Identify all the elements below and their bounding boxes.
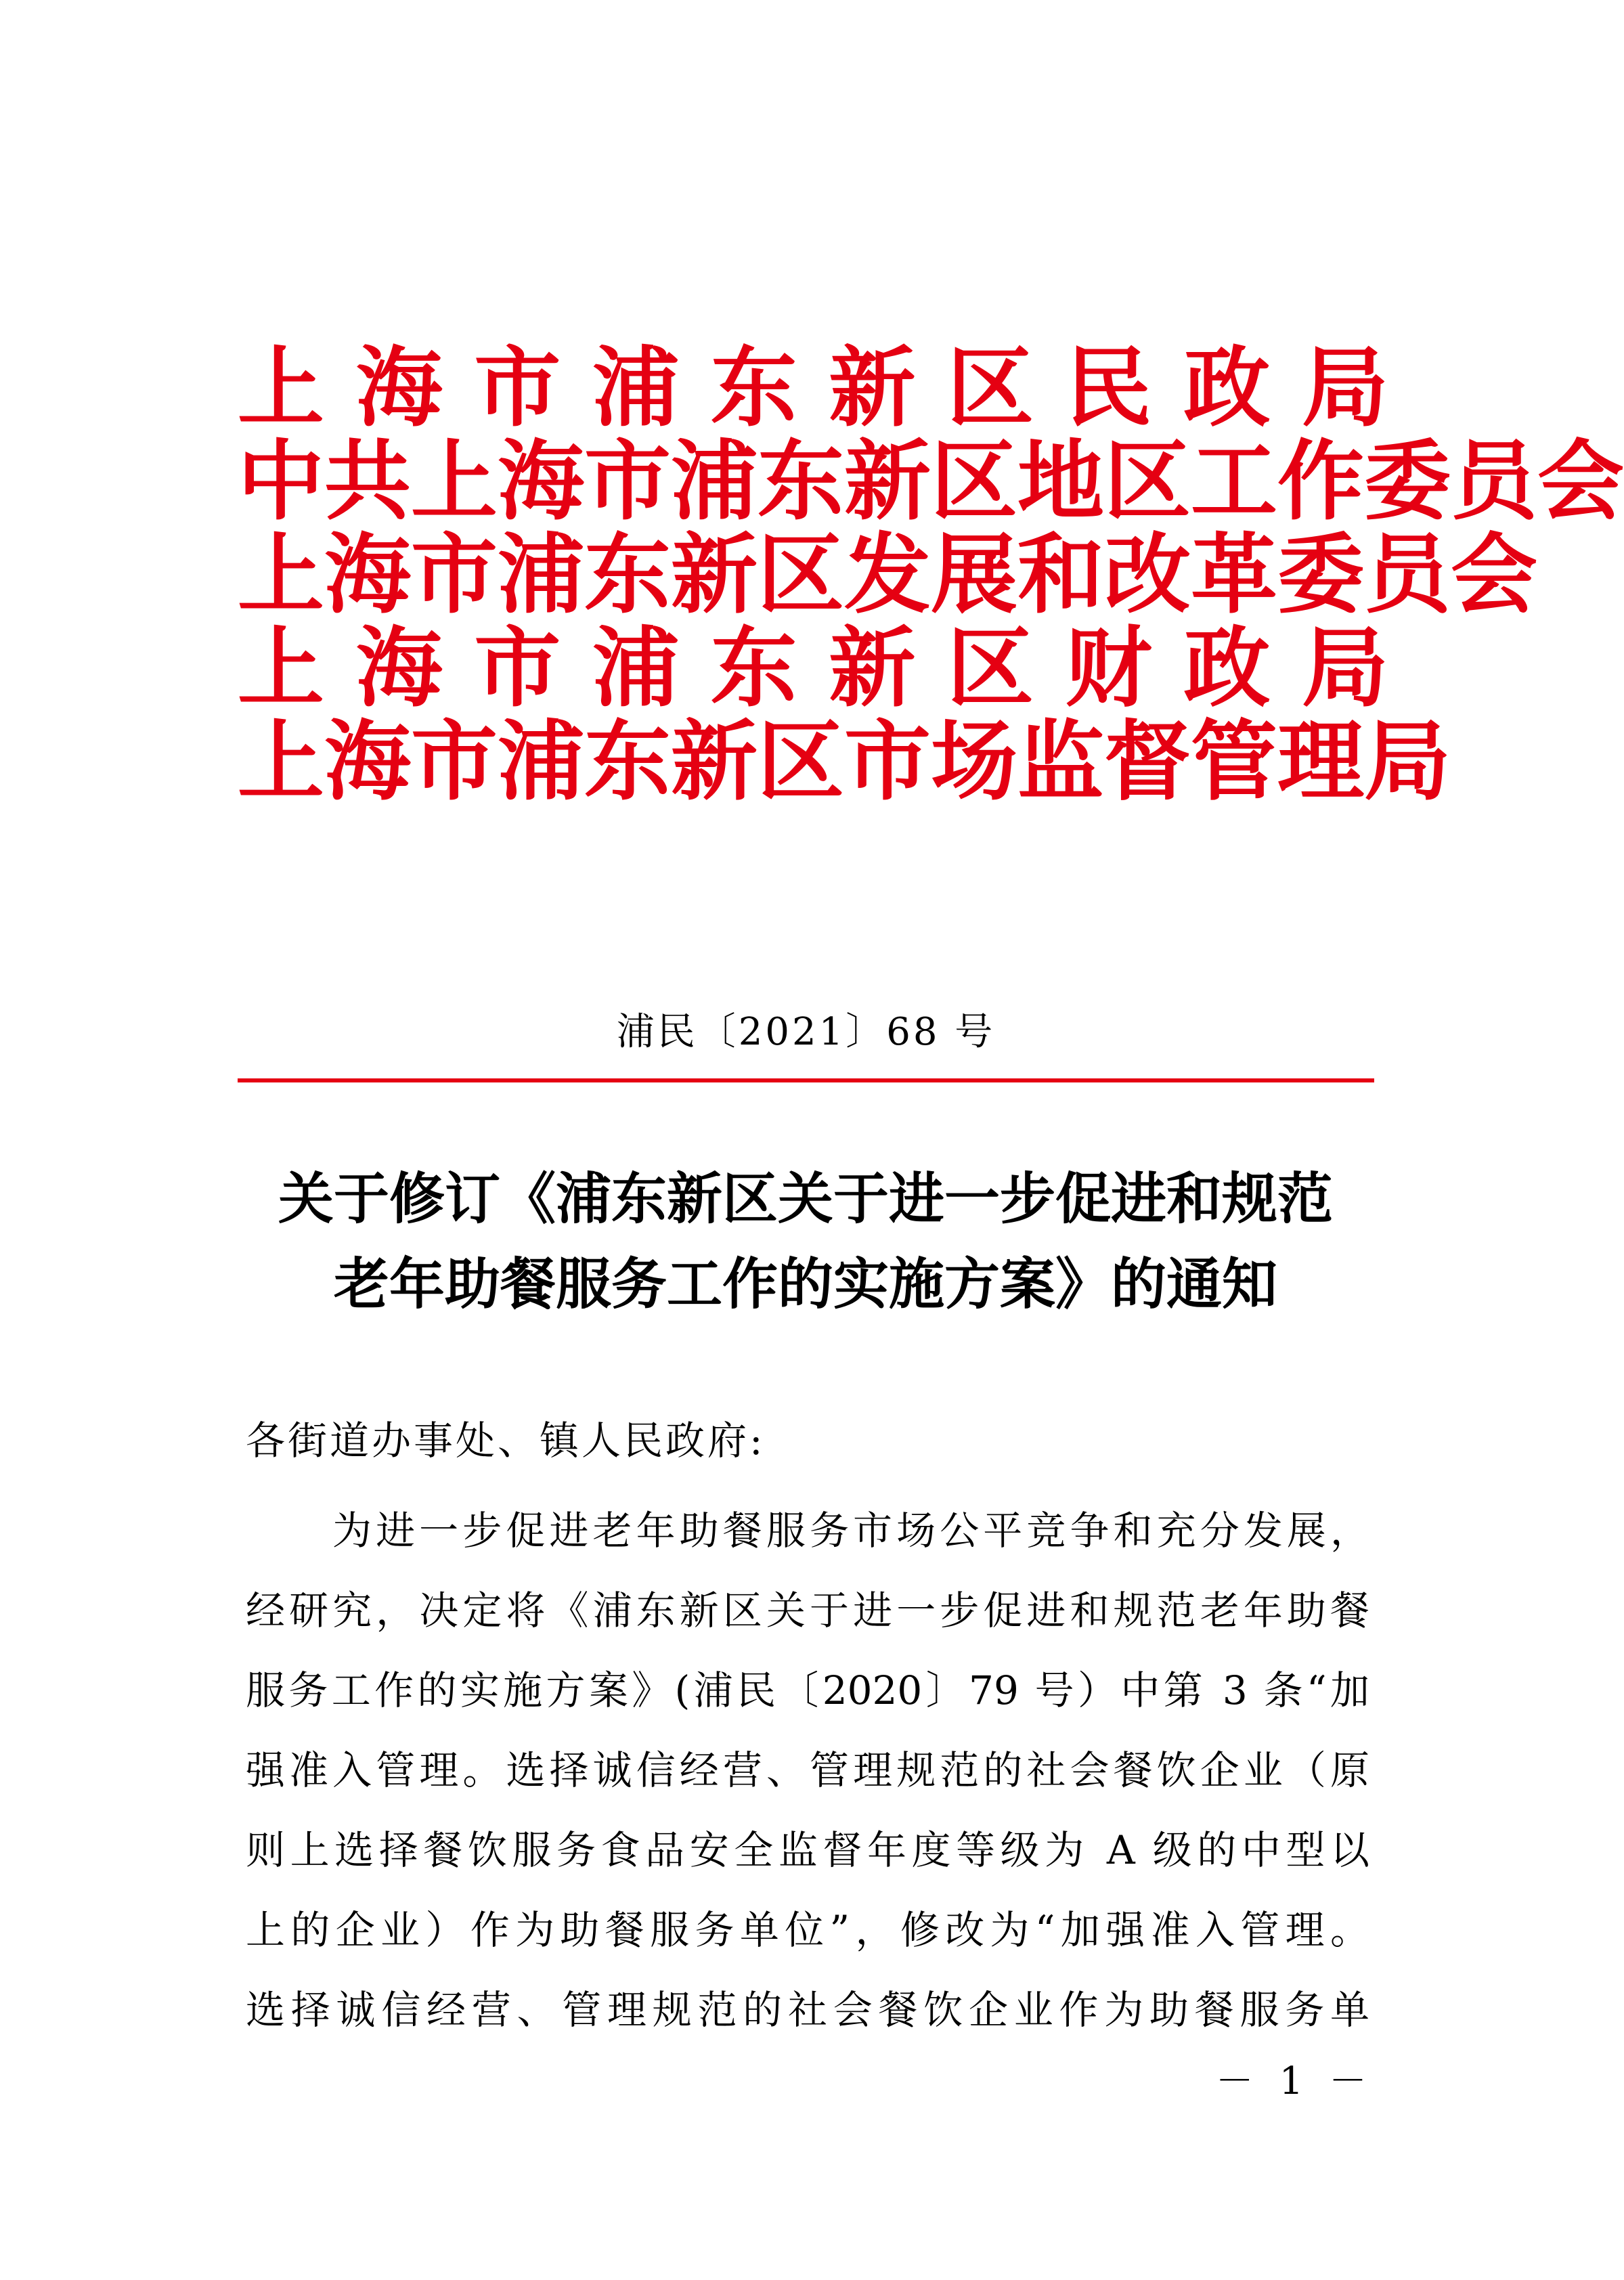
masthead — [238, 338, 1624, 812]
title-line: 老年助餐服务工作的实施方案》的通知 — [333, 1252, 1277, 1317]
agency-name-civil-affairs-bureau: 上海市浦东新区民政局 — [238, 338, 1388, 439]
agency-name-development-reform-commission: 上海市浦东新区发展和改革委员会 — [238, 525, 1538, 626]
agency-name-finance-bureau: 上海市浦东新区财政局 — [238, 618, 1388, 719]
body-line: 强准入管理。选择诚信经营、管理规范的社会餐饮企业（原 — [246, 1747, 1369, 1793]
document-title — [223, 1156, 1388, 1327]
page-number: － 1 － — [1215, 2059, 1374, 2103]
body-paragraph — [246, 1491, 1369, 2050]
document-number: 浦民〔2021〕68 号 — [616, 1010, 996, 1054]
body-line: 为进一步促进老年助餐服务市场公平竞争和充分发展， — [332, 1508, 1369, 1554]
agency-name-market-supervision-bureau: 上海市浦东新区市场监督管理局 — [238, 711, 1451, 812]
salutation: 各街道办事处、镇人民政府: — [246, 1418, 766, 1464]
body-line: 经研究，决定将《浦东新区关于进一步促进和规范老年助餐 — [246, 1587, 1369, 1634]
title-line: 关于修订《浦东新区关于进一步促进和规范 — [278, 1166, 1333, 1231]
body-line: 上的企业）作为助餐服务单位”，修改为“加强准入管理。 — [246, 1907, 1369, 1953]
agency-name-district-work-committee: 中共上海市浦东新区地区工作委员会 — [238, 431, 1624, 532]
body-line: 则上选择餐饮服务食品安全监督年度等级为 A 级的中型以 — [246, 1827, 1369, 1873]
body-line: 选择诚信经营、管理规范的社会餐饮企业作为助餐服务单 — [246, 1987, 1369, 2033]
red-divider-line — [238, 1078, 1374, 1082]
body-line: 服务工作的实施方案》(浦民〔2020〕79 号）中第 3 条“加 — [246, 1667, 1369, 1713]
